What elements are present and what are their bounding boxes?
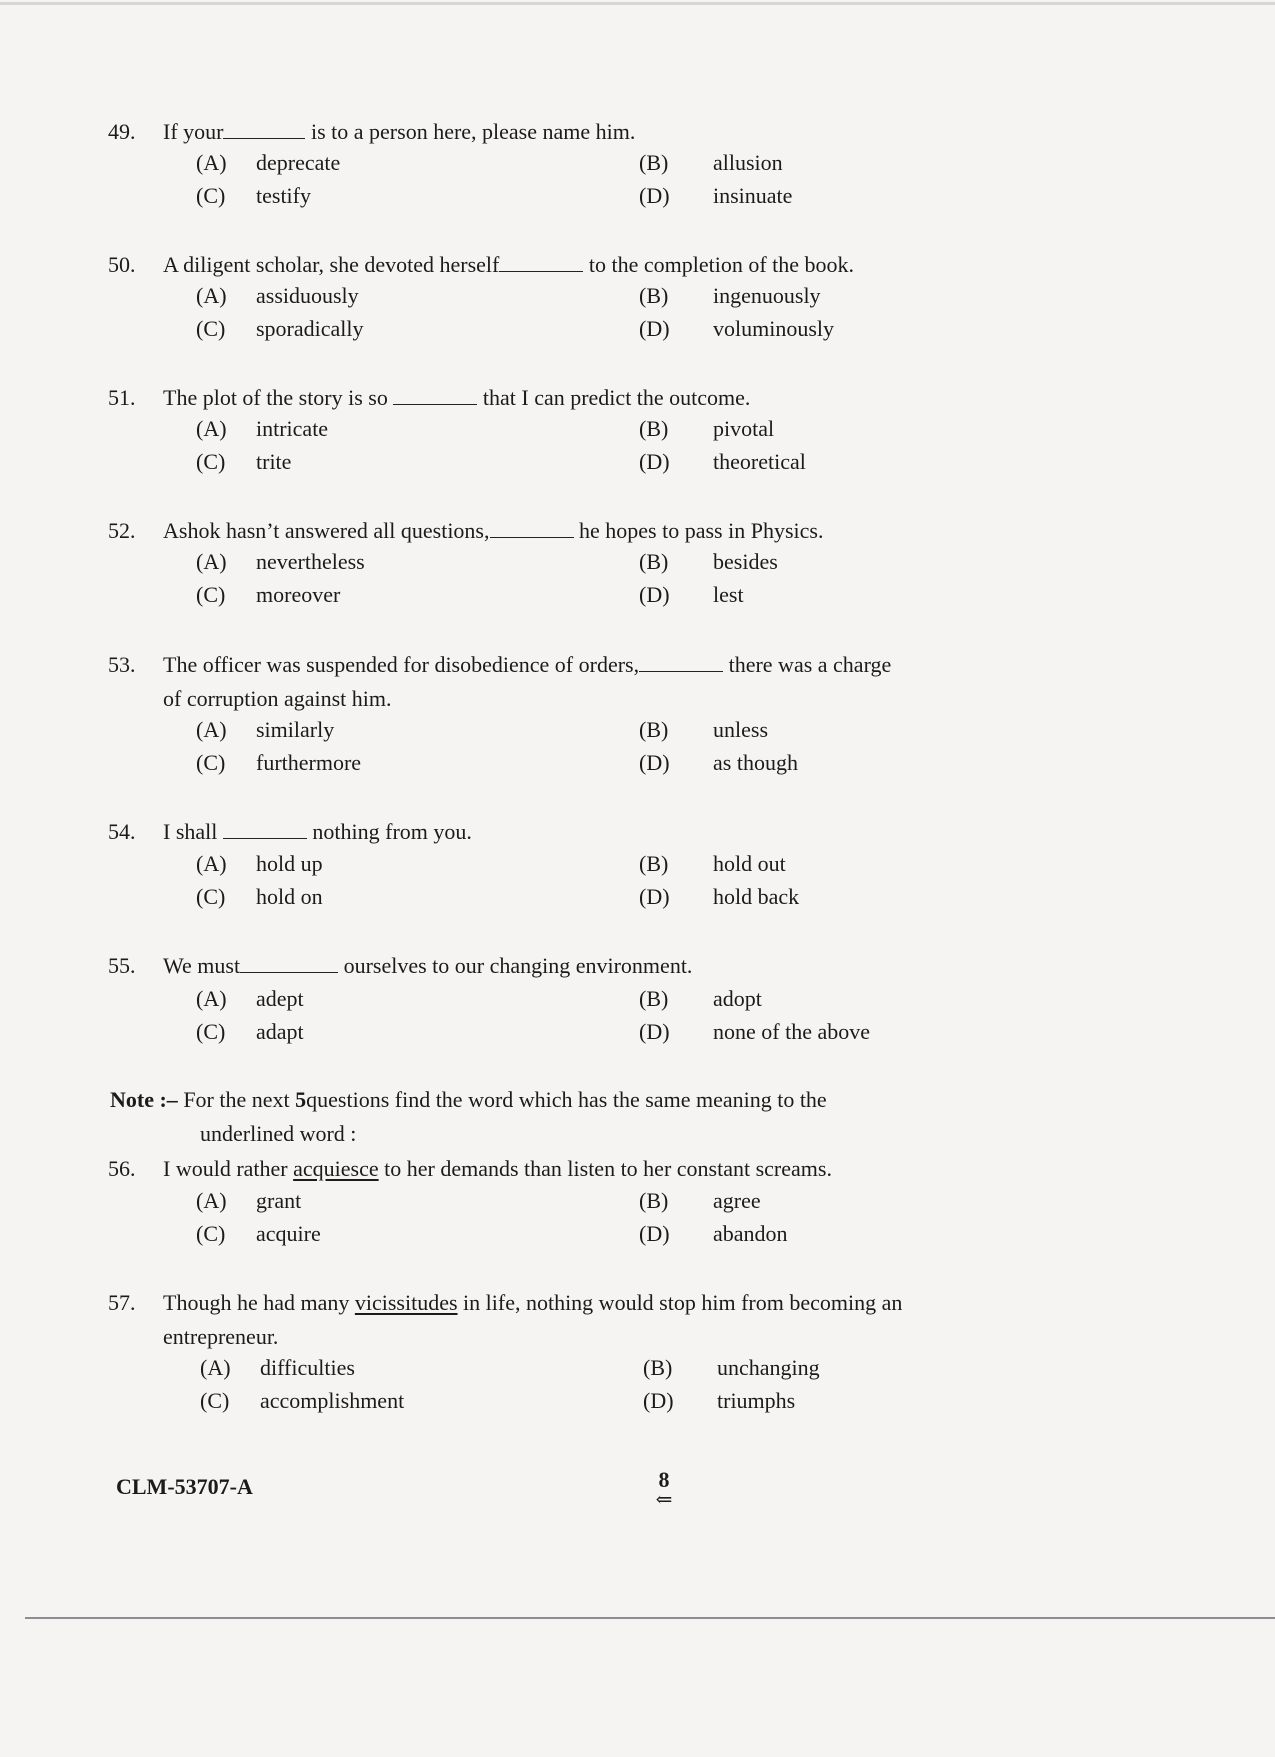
- options-51: [196, 416, 1096, 482]
- question-number: 56.: [108, 1156, 136, 1181]
- option-a: (A) nevertheless: [196, 549, 365, 574]
- option-d: (D) triumphs: [643, 1388, 796, 1413]
- option-d: (D) voluminously: [639, 316, 835, 341]
- option-a: (A) difficulties: [200, 1355, 355, 1380]
- answer-blank: [639, 651, 723, 672]
- option-b: (B) unless: [639, 717, 768, 742]
- option-a: (A) hold up: [196, 851, 323, 876]
- options-55: [196, 986, 1096, 1052]
- option-c: (C) adapt: [196, 1019, 304, 1044]
- option-d: (D) abandon: [639, 1221, 788, 1246]
- option-a: (A) adept: [196, 986, 304, 1011]
- bottom-rule: [25, 1617, 1275, 1619]
- options-49: [196, 150, 1096, 216]
- instruction-note: Note :– For the next 5questions find the word which has the same meaning to the underlined word :: [110, 1087, 827, 1146]
- question-number: 50.: [108, 252, 136, 277]
- options-50: [196, 283, 1096, 349]
- answer-blank: [240, 952, 338, 973]
- question-stem: I shall nothing from you.: [163, 819, 472, 844]
- option-d: (D) as though: [639, 750, 798, 775]
- option-b: (B) besides: [639, 549, 778, 574]
- option-a: (A) assiduously: [196, 283, 359, 308]
- question-stem: Ashok hasn’t answered all questions, he hopes to pass in Physics.: [163, 518, 824, 543]
- option-c: (C) accomplishment: [200, 1388, 405, 1413]
- question-stem: If your is to a person here, please name him.: [163, 119, 636, 144]
- options-53: [196, 717, 1096, 783]
- options-52: [196, 549, 1096, 615]
- option-d: (D) lest: [639, 582, 744, 607]
- option-b: (B) unchanging: [643, 1355, 820, 1380]
- question-number: 54.: [108, 819, 136, 844]
- option-c: (C) hold on: [196, 884, 323, 909]
- option-c: (C) trite: [196, 449, 292, 474]
- answer-blank: [223, 818, 307, 839]
- option-c: (C) moreover: [196, 582, 341, 607]
- option-c: (C) testify: [196, 183, 311, 208]
- question-number: 51.: [108, 385, 136, 410]
- answer-blank: [490, 517, 574, 538]
- page-number: 8 ⇐: [652, 1470, 676, 1510]
- question-number: 52.: [108, 518, 136, 543]
- question-stem: The officer was suspended for disobedience of orders, there was a charge of corruption against him.: [163, 652, 892, 711]
- option-b: (B) ingenuously: [639, 283, 821, 308]
- options-57: [200, 1355, 1100, 1421]
- underlined-word: acquiesce: [293, 1156, 379, 1181]
- option-a: (A) grant: [196, 1188, 302, 1213]
- option-b: (B) allusion: [639, 150, 783, 175]
- question-stem: Though he had many vicissitudes in life, nothing would stop him from becoming an entrepreneur.: [163, 1290, 903, 1349]
- option-d: (D) theoretical: [639, 449, 806, 474]
- option-d: (D) insinuate: [639, 183, 793, 208]
- option-d: (D) hold back: [639, 884, 800, 909]
- question-stem: We must ourselves to our changing environment.: [163, 953, 693, 978]
- question-number: 49.: [108, 119, 136, 144]
- option-b: (B) pivotal: [639, 416, 775, 441]
- question-number: 57.: [108, 1290, 136, 1315]
- options-56: [196, 1188, 1096, 1254]
- question-stem: A diligent scholar, she devoted herself to the completion of the book.: [163, 252, 855, 277]
- option-a: (A) similarly: [196, 717, 335, 742]
- note-count: 5: [295, 1087, 307, 1112]
- options-54: [196, 851, 1096, 917]
- option-c: (C) furthermore: [196, 750, 362, 775]
- answer-blank: [223, 118, 305, 139]
- note-label: Note :–: [110, 1087, 178, 1112]
- underlined-word: vicissitudes: [354, 1290, 458, 1315]
- option-c: (C) sporadically: [196, 316, 364, 341]
- answer-blank: [393, 384, 477, 405]
- question-stem: I would rather acquiesce to her demands than listen to her constant screams.: [163, 1156, 832, 1181]
- option-b: (B) agree: [639, 1188, 761, 1213]
- option-b: (B) hold out: [639, 851, 786, 876]
- answer-blank: [499, 251, 583, 272]
- option-a: (A) intricate: [196, 416, 329, 441]
- question-number: 53.: [108, 652, 136, 677]
- option-c: (C) acquire: [196, 1221, 321, 1246]
- option-b: (B) adopt: [639, 986, 762, 1011]
- question-stem: The plot of the story is so that I can predict the outcome.: [163, 385, 751, 410]
- option-d: (D) none of the above: [639, 1019, 870, 1044]
- question-number: 55.: [108, 953, 136, 978]
- paper-code: CLM-53707-A: [116, 1474, 253, 1499]
- top-edge: [0, 2, 1275, 5]
- option-a: (A) deprecate: [196, 150, 341, 175]
- left-arrow-icon: ⇐: [655, 1489, 673, 1511]
